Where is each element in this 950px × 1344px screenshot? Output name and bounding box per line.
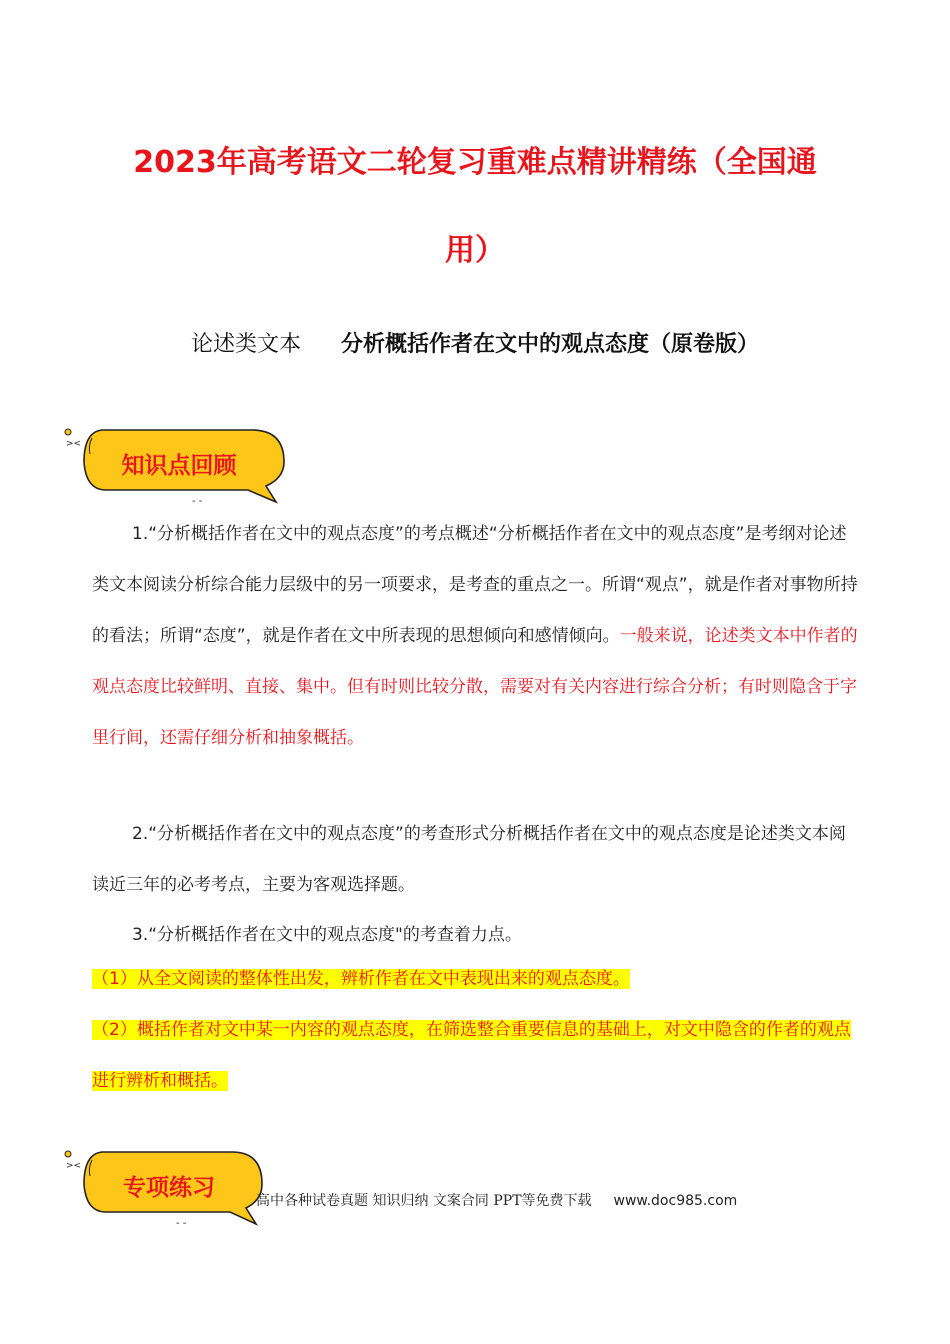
paragraph-1-text: 1.“分析概括作者在文中的观点态度”的考点概述“分析概括作者在文中的观点态度”是考纲对论述类文本阅读分析综合能力层级中的另一项要求，是考查的重点之一。所谓“观点”，就是作者对事物所持的看法；所谓“态度”，就是作者在文中所表现的思想倾向和感情倾向。: [92, 524, 858, 646]
paragraph-1-emphasis: 一般来说，论述类文本中作者的观点态度比较鲜明、直接、集中。但有时则比较分散，需要对有关内容进行综合分析；有时则隐含于字里行间，还需仔细分析和抽象概括。: [92, 626, 858, 748]
svg-text:><: ><: [66, 1161, 82, 1171]
doc-title-line1: 2023年高考语文二轮复习重难点精讲精练（全国通: [133, 145, 817, 180]
section-badge-review: [62, 424, 292, 512]
footer-url[interactable]: www.doc985.com: [613, 1193, 738, 1209]
svg-text:- -: - -: [176, 1218, 187, 1229]
point-1-highlight: （1）从全文阅读的整体性出发，辨析作者在文中表现出来的观点态度。: [92, 969, 630, 989]
page-footer: [256, 1190, 737, 1210]
badge-review-label: 知识点回顾: [121, 453, 237, 479]
point-2: [92, 1005, 860, 1107]
paragraph-3: 3.“分析概括作者在文中的观点态度"的考查着力点。: [132, 925, 522, 945]
subtitle-category: 论述类文本: [190, 332, 301, 357]
badge-practice-label: 专项练习: [123, 1175, 215, 1201]
point-2-highlight: （2）概括作者对文中某一内容的观点态度，在筛选整合重要信息的基础上，对文中隐含的作者的观点进行辨析和概括。: [92, 1020, 851, 1091]
paragraph-2: 2.“分析概括作者在文中的观点态度”的考查形式分析概括作者在文中的观点态度是论述类文本阅读近三年的必考考点，主要为客观选择题。: [92, 824, 846, 895]
doc-title-line2: 用）: [445, 233, 505, 268]
point-1: [92, 954, 860, 1005]
doc-subtitle: [0, 332, 950, 358]
svg-text:- -: - -: [192, 496, 203, 507]
footer-text: 高中各种试卷真题 知识归纳 文案合同 PPT等免费下载: [256, 1193, 592, 1209]
paragraph-1: [92, 509, 860, 764]
svg-text:><: ><: [66, 439, 82, 449]
subtitle-topic: 分析概括作者在文中的观点态度（原卷版）: [341, 332, 760, 357]
